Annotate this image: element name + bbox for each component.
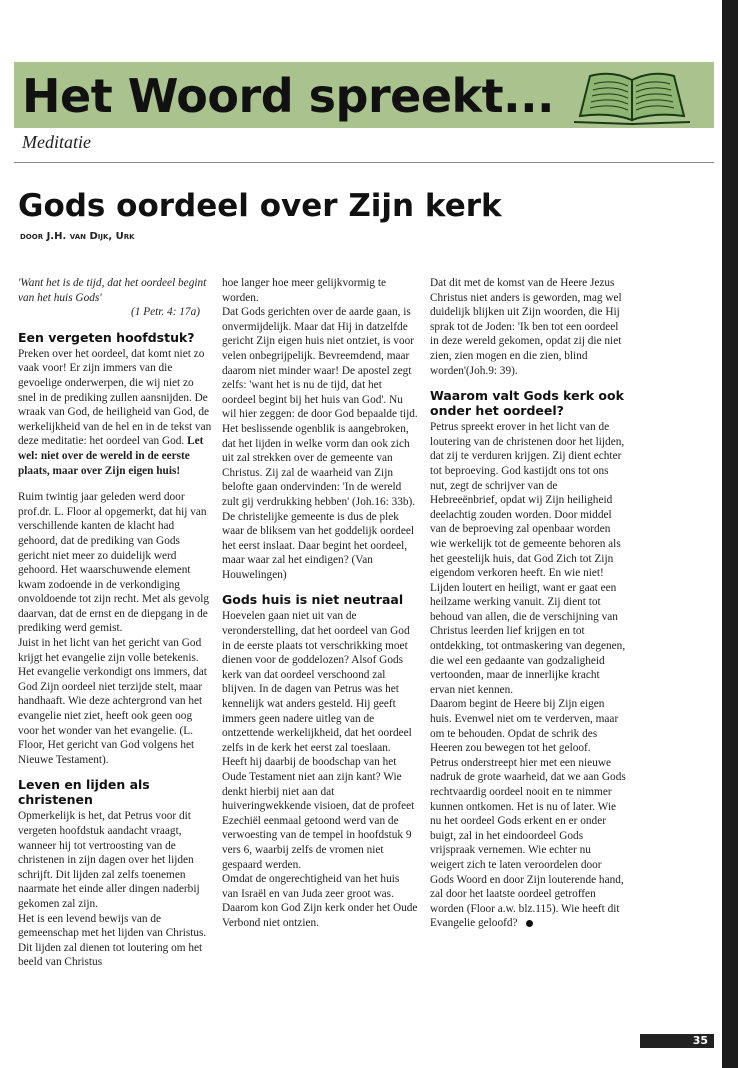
end-mark-icon <box>526 920 533 927</box>
header-title: Het Woord spreekt... <box>22 69 555 123</box>
paragraph: Opmerkelijk is het, dat Petrus voor dit vergeten hoofdstuk aandacht vraagt, wanneer hij tot vertroosting van de christenen in zijn dagen over het lijden schrijft. Dit lijden zal zelfs toenemen naarmate het einde aller dingen naderbij gekomen zal zijn. <box>18 810 200 910</box>
subheading: Waarom valt Gods kerk ook onder het oordeel? <box>430 388 624 419</box>
column-3 <box>430 276 626 931</box>
epigraph: 'Want het is de tijd, dat het oordeel begint van het huis Gods' <box>18 277 207 304</box>
page-edge <box>722 0 738 1068</box>
byline: door J.H. van Dijk, Urk <box>20 231 135 242</box>
article-title: Gods oordeel over Zijn kerk <box>18 188 502 224</box>
paragraph: Omdat de ongerechtigheid van het huis van Israël en van Juda zeer groot was. Daarom kon God Zijn kerk onder het Oude Verbond niet ontzien. <box>222 873 418 929</box>
page-number: 35 <box>692 1034 708 1047</box>
paragraph: Hoevelen gaan niet uit van de veronderstelling, dat het oordeel van God in de eerste plaats tot verschrikking moet dienen voor de goddelozen? Alsof Gods kerk van dat oordeel verschoond zal blijven. In de dagen van Petrus was het kennelijk wat anders gesteld. Hij geeft immers geen nadere uitleg van de ontzettende werkelijkheid, dat het oordeel zelfs in de kerk het eerst zal toeslaan. Heeft hij daarbij de boodschap van het Oude Testament niet aan zijn kant? Wie denkt hierbij niet aan dat huiveringwekkende visioen, dat de profeet Ezechiël eenmaal getoond werd van de verwoesting van de tempel in hoofdstuk 9 vers 6, waarbij zelfs de vromen niet gespaard werden. <box>222 610 415 871</box>
column-2 <box>222 276 418 931</box>
header-divider <box>14 162 714 163</box>
paragraph: hoe langer hoe meer gelijkvormig te worden. <box>222 277 387 304</box>
section-label: Meditatie <box>22 132 91 152</box>
paragraph: Juist in het licht van het gericht van God krijgt het evangelie zijn volle betekenis. Het evangelie verkondigt ons immers, dat God Zijn oordeel niet terzijde stelt, maar handhaaft. Wie deze achtergrond van het evangelie niet ziet, heeft ook geen oog voor het wonder van het evangelie. (L. Floor, Het gericht van God volgens het Nieuwe Testament). <box>18 637 207 766</box>
paragraph: Dat dit met de komst van de Heere Jezus Christus niet anders is geworden, mag wel duidelijk blijken uit Zijn woorden, die Hij sprak tot de Joden: 'Ik ben tot een oordeel in deze wereld gekomen, opdat zij die niet zien, zien mogen en die zien, blind worden'(Joh.9: 39). <box>430 277 622 377</box>
paragraph: Petrus spreekt erover in het licht van de loutering van de christenen door het lijden, dat zij te verduren krijgen. Zij dient echter tot beproeving. God kastijdt ons tot ons nut, zegt de schrijver van de Hebreeënbrief, opdat wij Zijn heiligheid deelachtig zouden worden. Door middel van de beproeving zal openbaar worden wie werkelijk tot de gemeente behoren als het geestelijk huis, dat God Zich tot Zijn eigendom verkoren heeft. En wie niet! <box>430 421 625 580</box>
column-1 <box>18 276 214 970</box>
subheading: Gods huis is niet neutraal <box>222 592 404 608</box>
epigraph-reference: (1 Petr. 4: 17a) <box>130 306 200 319</box>
paragraph: Daarom begint de Heere bij Zijn eigen huis. Evenwel niet om te verderven, maar om te behouden. Opdat de schrik des Heeren zou bewegen tot het geloof. <box>430 698 619 755</box>
subheading: Een vergeten hoofdstuk? <box>18 329 195 345</box>
page-number-tab <box>640 1034 714 1048</box>
subheading: Leven en lijden als christenen <box>18 777 150 808</box>
paragraph: Lijden loutert en heiligt, want er gaat een heilzame werking vanuit. Zij dient tot behoud van allen, die de verschijning van Christus leerden lief krijgen en tot ontdekking, tot ontmaskering van degenen, die wel een gedaante van godzaligheid vertoonden, maar de innerlijke kracht ervan niet kennen. <box>430 581 626 696</box>
paragraph: De christelijke gemeente is dus de plek waar de bliksem van het goddelijk oordeel het eerst inslaat. Daar begint het oordeel, maar waar zal het eindigen? (Van Houwelingen) <box>222 510 414 581</box>
paragraph: Dat Gods gerichten over de aarde gaan, is onvermijdelijk. Maar dat Hij in datzelfde gericht Zijn eigen huis niet ontziet, is voor velen onbegrijpelijk. Bevreemdend, maar daarom niet minder waar! De apostel zegt zelfs: 'want het is nu de tijd, dat het oordeel begint bij het huis van God'. Nu wil hier zeggen: de door God bepaalde tijd. Het beslissende ogenblik is aangebroken, dat het lijden in welke vorm dan ook zich uit zal strekken over de gemeente van Christus. Zij zal de waarheid van Zijn belofte gaan ondervinden: 'In de wereld zult gij verdrukking hebben' (Joh.16: 33b). <box>222 306 418 508</box>
paragraph: Ruim twintig jaar geleden werd door prof.dr. L. Floor al opgemerkt, dat hij van verschillende kanten de klacht had gehoord, dat de prediking van Gods gericht niet meer zo duidelijk werd gehoord. Het waarschuwende element kwam zodoende in de verkondiging onvoldoende tot zijn recht. Met als gevolg daarvan, dat de ernst en de diepgang in de prediking werd gemist. <box>18 491 210 635</box>
paragraph: Preken over het oordeel, dat komt niet zo vaak voor! Er zijn immers van die gevoelige onderwerpen, die wij niet zo snel in de prediking zullen aansnijden. De wraak van God, de heiligheid van God, de werkelijkheid van de hel en in de tekst van deze meditatie: het oordeel van God. Let wel: niet over de wereld in de eerste plaats, maar over Zijn eigen huis! <box>18 347 212 477</box>
paragraph: Het is een levend bewijs van de gemeenschap met het lijden van Christus. Dit lijden zal dienen tot loutering om het beeld van Christus <box>18 912 207 969</box>
open-book-icon <box>572 66 692 126</box>
paragraph: Petrus onderstreept hier met een nieuwe nadruk de grote waarheid, dat we aan Gods rechtvaardig oordeel nooit en te nimmer kunnen ontkomen. Het is nu of later. Wie nu het oordeel Gods erkent en er onder buigt, zal in het eindoordeel Gods vrijspraak vernemen. Wie echter nu weigert zich te laten veroordelen door Gods Woord en door Zijn louterende hand, zal door het laatste oordeel getroffen worden (Floor a.w. blz.115). Wie heeft dit Evangelie geloofd? <box>430 756 626 930</box>
